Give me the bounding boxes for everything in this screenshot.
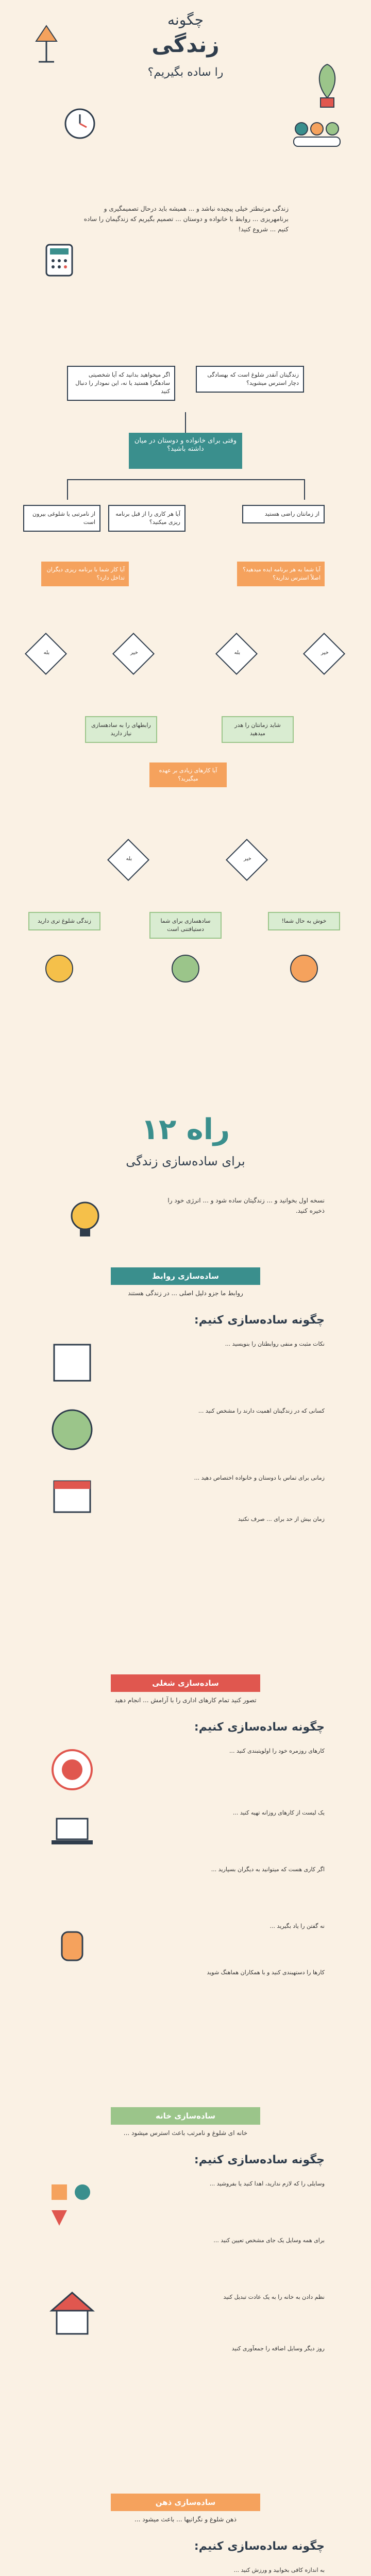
hero-subtitle: برای ساده‌سازی زندگی: [126, 1154, 245, 1168]
flow-diamond-3: بله: [215, 633, 258, 675]
flow-top-right-box: زندگیتان آنقدر شلوغ است که بهسادگی دچار استرس میشوید؟: [196, 366, 304, 393]
flow-left-q1b: آیا کار شما با برنامه ریزی دیگران تداخل دارد؟: [41, 562, 129, 586]
work-item-5: کارها را دستهبندی کنید و با همکاران هماهنگ شوید: [207, 1969, 325, 1976]
home-item-1: وسایلی را که لازم ندارید، اهدا کنید یا بفروشید ...: [209, 2180, 325, 2187]
people-icon: [289, 118, 345, 149]
page-title-line3: را ساده بگیریم؟: [147, 66, 224, 79]
relations-item-3: زمانی برای تماس با دوستان و خانواده اختصاص دهید ...: [194, 1475, 325, 1481]
hero-number: ۱۲ راه: [141, 1113, 230, 1146]
shapes-icon: [46, 2179, 98, 2231]
mind-section: [0, 2494, 371, 2576]
flow-center-box: وقتی برای خانواده و دوستان در میان داشته باشید؟: [129, 433, 242, 469]
relations-item-2: کسانی که در زندگیتان اهمیت دارند را مشخص کنید ...: [198, 1408, 325, 1414]
home-item-2: برای همه وسایل یک جای مشخص تعیین کنید ...: [213, 2237, 325, 2244]
sneaker-icon: [46, 2566, 98, 2576]
flow-result-bottom-mid: سادهسازی برای شما دستیافتنی است: [149, 912, 222, 939]
work-banner-note: تصور کنید تمام کارهای اداری را با آرامش ... انجام دهید: [114, 1697, 257, 1704]
home-how-title: چگونه ساده‌سازی کنیم:: [194, 2154, 325, 2166]
intro-paragraph: زندگی مرتبطتر خیلی پیچیده نباشد و ... همیشه باید درحال تصمیمگیری و برنامهریزی ... روابط با خانواده و دوستان ... تصمیم بگیریم که زندگیمان را ساده کنیم ... شروع کنید!: [83, 205, 289, 233]
home-item-3: نظم دادن به خانه را به یک عادت تبدیل کنید: [223, 2294, 325, 2300]
flow-diamond-1: بله: [25, 633, 67, 675]
flow-result-bottom-right: خوش به حال شما!: [268, 912, 340, 930]
work-section: [0, 1674, 371, 2128]
mind-item-1: به اندازه کافی بخوابید و ورزش کنید ...: [233, 2567, 325, 2573]
flow-result-mid-1: آیا کارهای زیادی بر عهده میگیرید؟: [149, 762, 227, 787]
laptop-icon: [49, 1808, 95, 1855]
relations-section: [0, 1267, 371, 1695]
page-title-line2: زندگی: [151, 32, 220, 57]
lightbulb-icon: [62, 1195, 108, 1242]
work-item-4: نه گفتن را یاد بگیرید ...: [269, 1923, 325, 1929]
header: [0, 0, 371, 134]
relations-item-4: زمان بیش از حد برای ... صرف نکنید: [238, 1516, 325, 1522]
house-icon: [46, 2287, 98, 2339]
clock-icon: [62, 106, 98, 142]
work-item-2: یک لیست از کارهای روزانه تهیه کنید ...: [232, 1809, 325, 1816]
relations-banner: ساده‌سازی روابط: [111, 1267, 260, 1285]
flow-right-q2: آیا شما به هر برنامه ایده میدهید؟ اصلاً استرس ندارید؟: [237, 562, 325, 586]
flow-diamond-6: خیر: [226, 839, 268, 881]
flow-left-q2: آیا هر کاری را از قبل برنامه ریزی میکنید؟: [108, 505, 185, 532]
work-item-3: اگر کاری هست که میتوانید به دیگران بسپارید ...: [211, 1866, 325, 1873]
hand-stop-icon: [49, 1922, 95, 1968]
mind-banner-note: ذهن شلوغ و نگرانیها ... باعث میشود ...: [134, 2516, 237, 2523]
flow-result-left-1: رابطهای را به سادهسازی نیاز دارید: [85, 716, 157, 743]
relations-how-title: چگونه ساده‌سازی کنیم:: [194, 1314, 325, 1327]
work-item-1: کارهای روزمره خود را اولویتبندی کنید ...: [229, 1748, 325, 1754]
home-banner-note: خانه ای شلوغ و نامرتب باعث استرس میشود ...: [123, 2129, 248, 2137]
flow-diamond-5: بله: [107, 839, 149, 881]
flowchart: [0, 309, 371, 1092]
number-icon: [289, 953, 319, 984]
work-how-title: چگونه ساده‌سازی کنیم:: [194, 1721, 325, 1734]
flow-right-q1: از زمانتان راضی هستید: [242, 505, 325, 523]
page-title-line1: چگونه: [167, 11, 204, 28]
people-circle-icon: [49, 1406, 95, 1453]
plant-icon: [309, 62, 345, 108]
hero: [0, 1092, 371, 1195]
work-banner: ساده‌سازی شغلی: [111, 1674, 260, 1692]
mind-how-title: چگونه ساده‌سازی کنیم:: [194, 2540, 325, 2553]
flow-result-bottom-left: زندگی شلوغ تری دارید: [28, 912, 100, 930]
relations-banner-note: روابط ما جزو دلیل اصلی ... در زندگی هستند: [128, 1290, 243, 1297]
home-item-4: روز دیگر وسایل اضافه را جمعآوری کنید: [231, 2345, 325, 2352]
flow-left-q1: از نامرتبی یا شلوغی بیرون است: [23, 505, 100, 532]
star-icon: [170, 953, 201, 984]
calendar-icon: [49, 1473, 95, 1520]
home-banner: ساده‌سازی خانه: [111, 2107, 260, 2125]
home-section: [0, 2107, 371, 2478]
flow-diamond-2: خیر: [112, 633, 155, 675]
trophy-icon: [44, 953, 75, 984]
section-intro: نسخه اول بخوانید و ... زندگیتان ساده شود و ... انرژی خود را ذخیره کنید.: [167, 1197, 325, 1214]
flow-result-right-1: شاید زمانتان را هدر میدهید: [222, 716, 294, 743]
scale-icon: [49, 1340, 95, 1386]
flow-diamond-4: خیر: [303, 633, 345, 675]
mind-banner: ساده‌سازی ذهن: [111, 2494, 260, 2511]
relations-item-1: نکات مثبت و منفی روابطتان را بنویسید ...: [225, 1341, 325, 1347]
target-icon: [49, 1747, 95, 1793]
flow-top-left-box: اگر میخواهید بدانید که آیا شخصیتی سادهگرا هستید یا نه، این نمودار را دنبال کنید: [67, 366, 175, 401]
calculator-icon: [44, 242, 75, 278]
lamp-icon: [31, 21, 62, 67]
